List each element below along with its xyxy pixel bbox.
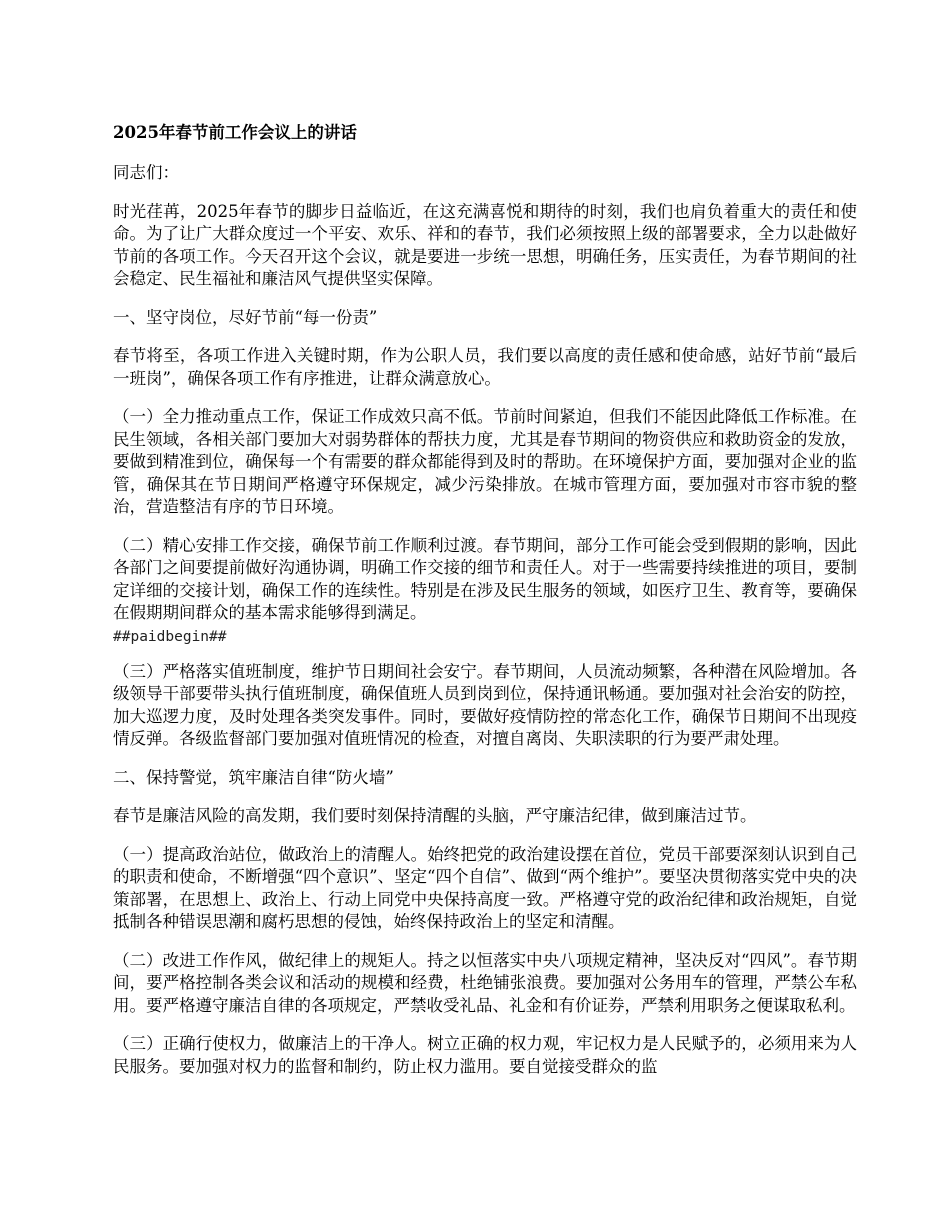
paragraph-2-2: （二）改进工作作风，做纪律上的规矩人。持之以恒落实中央八项规定精神，坚决反对“四风”。春节期间，要严格控制各类会议和活动的规模和经费，杜绝铺张浪费。要加强对公务用车的管理，严禁公车私用。要严格遵守廉洁自律的各项规定，严禁收受礼品、礼金和有价证券，严禁利用职务之便谋取私利。 [113, 950, 857, 1015]
section-heading-1: 一、坚守岗位，尽好节前“每一份责” [113, 307, 378, 327]
document-page [113, 122, 857, 1094]
document-title: 2025年春节前工作会议上的讲话 [113, 123, 357, 142]
paragraph-section-2-intro: 春节是廉洁风险的高发期，我们要时刻保持清醒的头脑，严守廉洁纪律，做到廉洁过节。 [113, 806, 757, 825]
paragraph-intro: 时光荏苒，2025年春节的脚步日益临近，在这充满喜悦和期待的时刻，我们也肩负着重大的责任和使命。为了让广大群众度过一个平安、欢乐、祥和的春节，我们必须按照上级的部署要求，全力以赴做好节前的各项工作。今天召开这个会议，就是要进一步统一思想，明确任务，压实责任，为春节期间的社会稳定、民生福祉和廉洁风气提供坚实保障。 [113, 201, 857, 288]
paragraph-1-3: （三）严格落实值班制度，维护节日期间社会安宁。春节期间，人员流动频繁，各种潜在风险增加。各级领导干部要带头执行值班制度，确保值班人员到岗到位，保持通讯畅通。要加强对社会治安的防控，加大巡逻力度，及时处理各类突发事件。同时，要做好疫情防控的常态化工作，确保节日期间不出现疫情反弹。各级监督部门要加强对值班情况的检查，对擅自离岗、失职渎职的行为要严肃处理。 [113, 661, 857, 748]
paragraph-2-1: （一）提高政治站位，做政治上的清醒人。始终把党的政治建设摆在首位，党员干部要深刻认识到自己的职责和使命，不断增强“四个意识”、坚定“四个自信”、做到“两个维护”。要坚决贯彻落实党中央的决策部署，在思想上、政治上、行动上同党中央保持高度一致。严格遵守党的政治纪律和政治规矩，自觉抵制各种错误思潮和腐朽思想的侵蚀，始终保持政治上的坚定和清醒。 [113, 844, 857, 931]
section-heading-2: 二、保持警觉，筑牢廉洁自律“防火墙” [113, 767, 394, 787]
greeting: 同志们： [113, 163, 179, 182]
paragraph-1-1: （一）全力推动重点工作，保证工作成效只高不低。节前时间紧迫，但我们不能因此降低工作标准。在民生领域，各相关部门要加大对弱势群体的帮扶力度，尤其是春节期间的物资供应和救助资金的发放，要做到精准到位，确保每一个有需要的群众都能得到及时的帮助。在环境保护方面，要加强对企业的监管，确保其在节日期间严格遵守环保规定，减少污染排放。在城市管理方面，要加强对市容市貌的整治，营造整洁有序的节日环境。 [113, 407, 857, 516]
paragraph-section-1-intro: 春节将至，各项工作进入关键时期，作为公职人员，我们要以高度的责任感和使命感，站好节前“最后一班岗”，确保各项工作有序推进，让群众满意放心。 [113, 346, 857, 388]
paragraph-1-2: （二）精心安排工作交接，确保节前工作顺利过渡。春节期间，部分工作可能会受到假期的影响，因此各部门之间要提前做好沟通协调，明确工作交接的细节和责任人。对于一些需要持续推进的项目，要制定详细的交接计划，确保工作的连续性。特别是在涉及民生服务的领域，如医疗卫生、教育等，要确保在假期期间群众的基本需求能够得到满足。 [113, 535, 857, 622]
paragraph-2-3: （三）正确行使权力，做廉洁上的干净人。树立正确的权力观，牢记权力是人民赋予的，必须用来为人民服务。要加强对权力的监督和制约，防止权力滥用。要自觉接受群众的监 [113, 1034, 857, 1076]
paid-begin-marker: ##paidbegin## [113, 628, 227, 645]
